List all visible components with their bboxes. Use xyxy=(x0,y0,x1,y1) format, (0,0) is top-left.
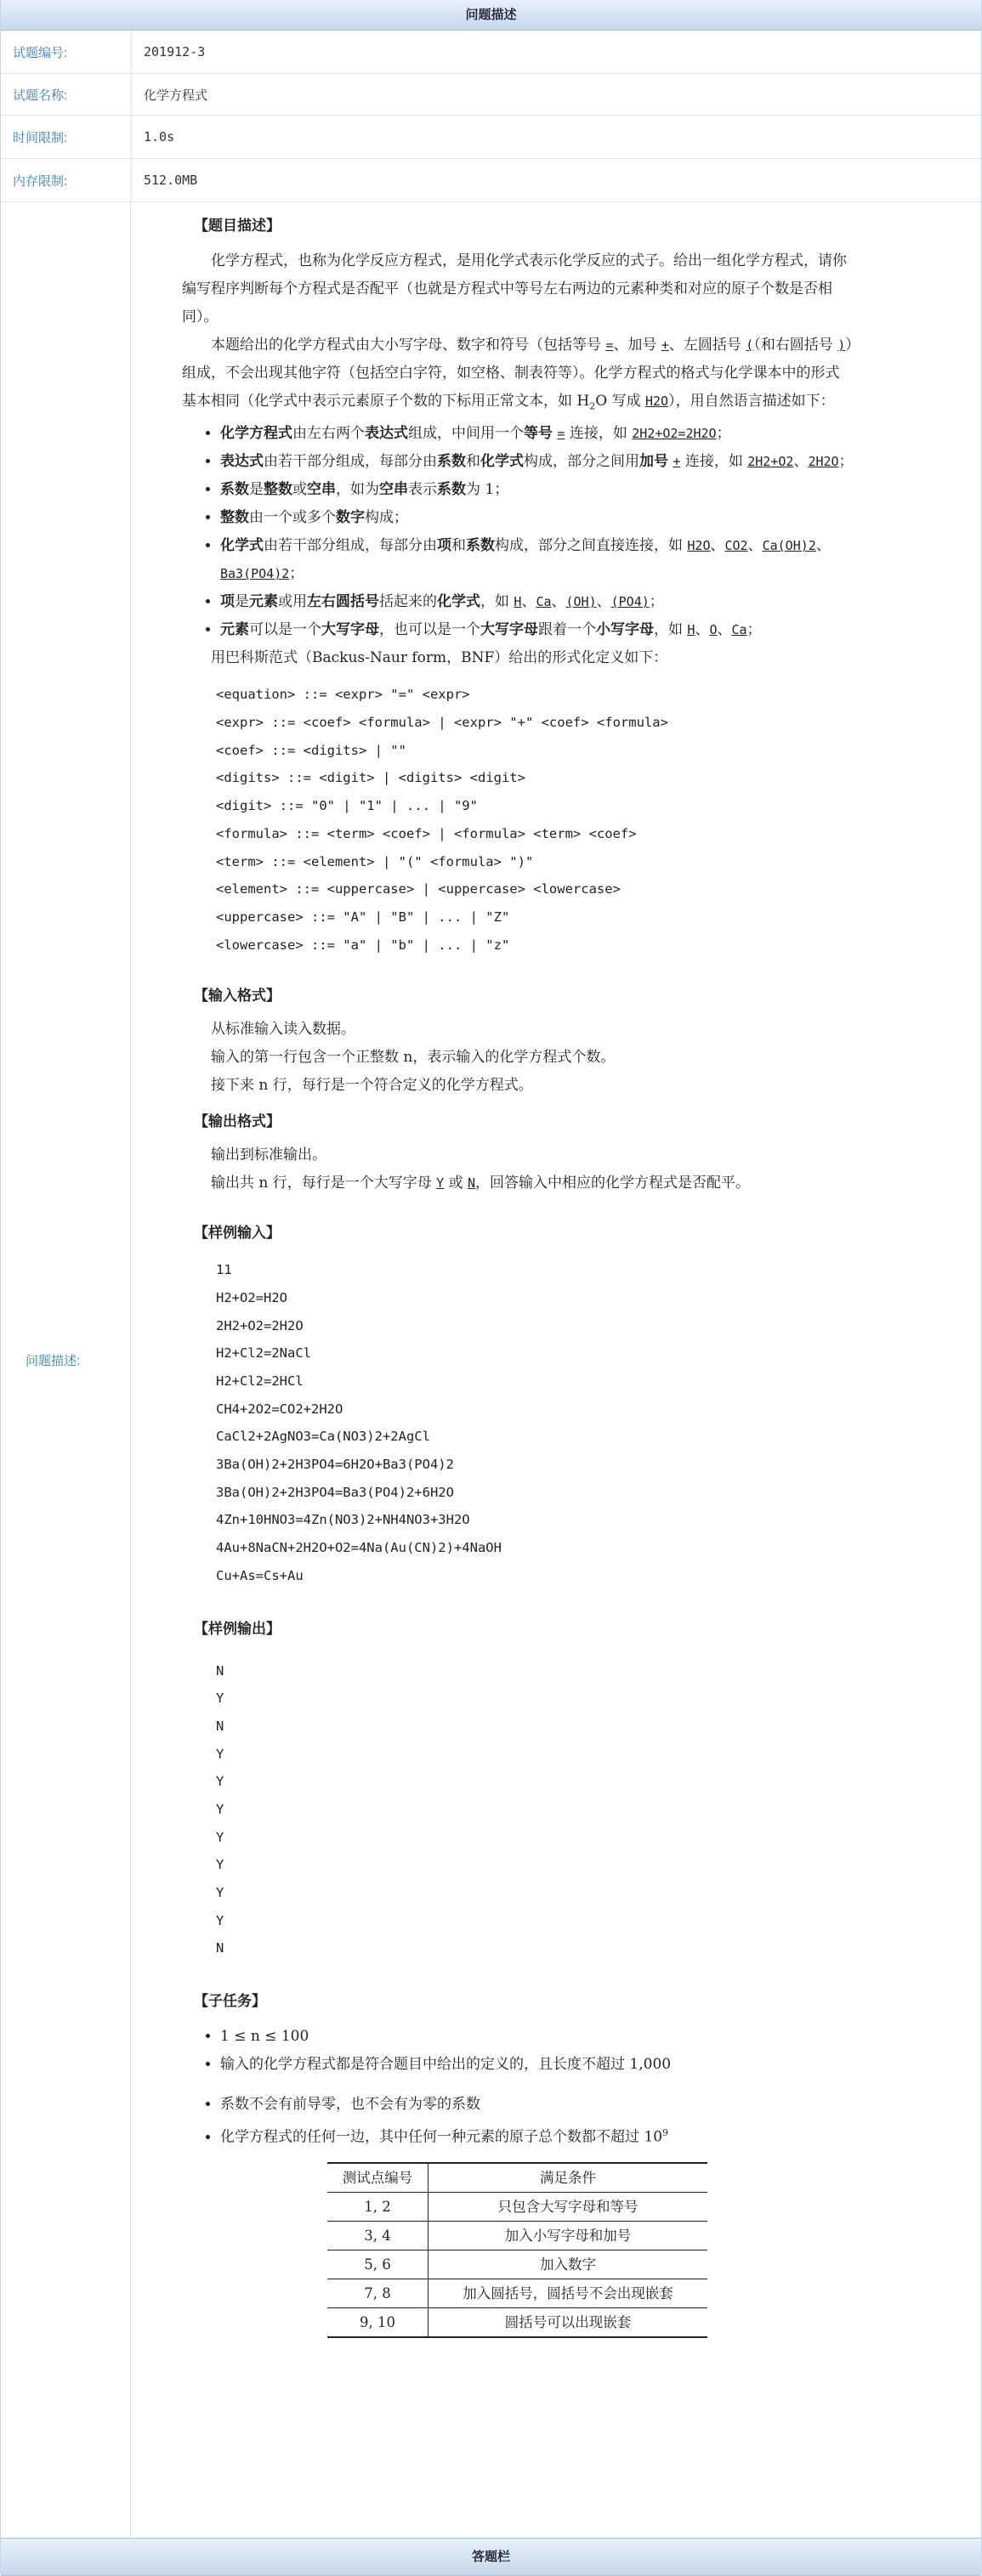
sample-output-line: Y xyxy=(216,1801,224,1817)
list-item: • 表达式由若干部分组成，每部分由系数和化学式构成，部分之间用加号 + 连接，如 2H2+O2、2H2O； xyxy=(220,448,854,476)
sample-input-line: 11 xyxy=(216,1262,232,1278)
list-item: • 化学方程式的任何一边，其中任何一种元素的原子总个数都不超过 $10^9$ xyxy=(220,2119,854,2152)
desc-paragraph-2: 本题给出的化学方程式由大小写字母、数字和符号（包括等号 =、加号 +、左圆括号 (（和右圆括号 )）组成，不会出现其他字符（包括空白字符，如空格、制表符等）。化学方程式的格式与化学课本中的形式基本相同（化学式中表示元素原子个数的下标用正常文本，如 $H_2O$ 写成 H2O），用自然语言描述如下： xyxy=(182,337,853,412)
list-item: • 项是元素或用左右圆括号括起来的化学式，如 H、Ca、(OH)、(PO4)； xyxy=(220,588,854,616)
input-line: 输入的第一行包含一个正整数 n，表示输入的化学方程式个数。 xyxy=(211,1049,616,1067)
table-cell: 加入数字 xyxy=(540,2256,596,2273)
bnf-line: <digits> ::= <digit> | <digits> <digit> xyxy=(216,770,525,786)
info-label: 试题名称: xyxy=(1,74,132,116)
section-title-input: 【输入格式】 xyxy=(194,988,281,1005)
table-cell: 只包含大写字母和等号 xyxy=(497,2198,639,2215)
sample-output-line: N xyxy=(216,1662,224,1679)
list-item: • 化学方程式由左右两个表达式组成，中间用一个等号 = 连接，如 2H2+O2=2H2O； xyxy=(220,420,854,448)
sample-output-line: N xyxy=(216,1718,224,1734)
subtask-list-2 xyxy=(182,2091,854,2152)
list-item: • 1 ≤ n ≤ 100 xyxy=(220,2023,854,2051)
bnf-line: <expr> ::= <coef> <formula> | <expr> "+" <coef> <formula> xyxy=(216,715,668,731)
table-cell: 9, 10 xyxy=(327,2307,429,2337)
table-cell: 7, 8 xyxy=(327,2279,429,2307)
desc-paragraph-1: 化学方程式，也称为化学反应方程式，是用化学式表示化学反应的式子。给出一组化学方程式，请你编写程序判断每个方程式是否配平（也就是方程式中等号左右两边的元素种类和对应的原子个数是否相同）。 xyxy=(182,252,847,326)
table-header: 测试点编号 xyxy=(327,2163,429,2193)
sample-input-line: H2+Cl2=2NaCl xyxy=(216,1345,311,1362)
section-title-output: 【输出格式】 xyxy=(194,1113,281,1131)
table-header-row xyxy=(327,2163,707,2193)
table-cell: 加入小写字母和加号 xyxy=(504,2227,632,2244)
sample-input-line: CH4+2O2=CO2+2H2O xyxy=(216,1401,343,1417)
table-cell: 加入圆括号，圆括号不会出现嵌套 xyxy=(463,2284,673,2301)
sample-input-line: Cu+As=Cs+Au xyxy=(216,1567,304,1583)
info-row-memory xyxy=(1,159,981,202)
list-item: • 输入的化学方程式都是符合题目中给出的定义的，且长度不超过 1,000 xyxy=(220,2051,854,2079)
sample-input-line: 4Zn+10HNO3=4Zn(NO3)2+NH4NO3+3H2O xyxy=(216,1512,470,1528)
info-value: 1.0s xyxy=(132,116,982,159)
input-line: 接下来 n 行，每行是一个符合定义的化学方程式。 xyxy=(211,1077,533,1095)
table-header: 满足条件 xyxy=(540,2169,596,2186)
output-line: 输出共 n 行，每行是一个大写字母 Y 或 N，回答输入中相应的化学方程式是否配平。 xyxy=(211,1175,751,1192)
sample-input-line: 4Au+8NaCN+2H2O+O2=4Na(Au(CN)2)+4NaOH xyxy=(216,1540,502,1556)
bnf-line: <element> ::= <uppercase> | <uppercase> <lowercase> xyxy=(216,881,621,897)
sample-input-line: 3Ba(OH)2+2H3PO4=Ba3(PO4)2+6H2O xyxy=(216,1484,454,1500)
table-row xyxy=(327,2221,707,2250)
input-line: 从标准输入读入数据。 xyxy=(211,1021,355,1039)
section-title-sample-output: 【样例输出】 xyxy=(194,1620,281,1638)
table-cell: 5, 6 xyxy=(327,2250,429,2279)
problem-header: 问题描述 xyxy=(1,0,981,31)
list-item: • 整数由一个或多个数字构成； xyxy=(220,504,854,532)
sample-input-line: 2H2+O2=2H2O xyxy=(216,1317,304,1333)
list-item: • 化学式由若干部分组成，每部分由项和系数构成，部分之间直接连接，如 H2O、CO2、Ca(OH)2、Ba3(PO4)2； xyxy=(220,532,854,588)
bnf-line: <equation> ::= <expr> "=" <expr> xyxy=(216,687,470,703)
info-label: 试题编号: xyxy=(1,31,132,74)
sample-output-line: Y xyxy=(216,1746,224,1762)
info-value: 化学方程式 xyxy=(132,74,982,116)
info-row-name xyxy=(1,74,981,116)
sample-output-line: N xyxy=(216,1940,224,1956)
table-row xyxy=(327,2250,707,2279)
description-row xyxy=(1,202,981,2542)
sample-input-line: H2+O2=H2O xyxy=(216,1289,287,1305)
sample-output-line: Y xyxy=(216,1774,224,1790)
bnf-line: <uppercase> ::= "A" | "B" | ... | "Z" xyxy=(216,909,510,925)
bnf-line: <formula> ::= <term> <coef> | <formula> <term> <coef> xyxy=(216,825,637,841)
output-line: 输出到标准输出。 xyxy=(211,1146,326,1164)
sample-input-line: CaCl2+2AgNO3=Ca(NO3)2+2AgCl xyxy=(216,1429,430,1445)
table-row xyxy=(327,2192,707,2221)
sample-output-line: Y xyxy=(216,1690,224,1707)
bnf-line: <lowercase> ::= "a" | "b" | ... | "z" xyxy=(216,937,510,953)
sample-output-block xyxy=(216,1657,854,1963)
info-label: 内存限制: xyxy=(1,159,132,202)
info-row-id xyxy=(1,31,981,74)
sample-output-line: Y xyxy=(216,1829,224,1845)
table-cell: 1, 2 xyxy=(327,2192,429,2221)
bnf-line: <coef> ::= <digits> | "" xyxy=(216,742,406,758)
sample-output-line: Y xyxy=(216,1885,224,1901)
info-table xyxy=(1,31,981,202)
info-value: 512.0MB xyxy=(132,159,982,202)
sample-input-line: H2+Cl2=2HCl xyxy=(216,1373,304,1390)
section-title-description: 【题目描述】 xyxy=(194,218,281,235)
list-item: • 系数不会有前导零，也不会有为零的系数 xyxy=(220,2091,854,2119)
answer-bar: 答题栏 xyxy=(1,2538,981,2576)
sample-input-block xyxy=(216,1256,854,1589)
subtask-list xyxy=(182,2023,854,2079)
table-row xyxy=(327,2307,707,2337)
info-label: 时间限制: xyxy=(1,116,132,159)
sample-input-line: 3Ba(OH)2+2H3PO4=6H2O+Ba3(PO4)2 xyxy=(216,1457,454,1473)
testpoint-table xyxy=(327,2162,707,2338)
table-row xyxy=(327,2279,707,2307)
bnf-intro: 用巴科斯范式（Backus-Naur form，BNF）给出的形式化定义如下： xyxy=(211,649,668,667)
info-row-time xyxy=(1,116,981,159)
grammar-bullets xyxy=(182,420,854,644)
table-cell: 3, 4 xyxy=(327,2221,429,2250)
bnf-line: <term> ::= <element> | "(" <formula> ")" xyxy=(216,853,534,869)
bnf-line: <digit> ::= "0" | "1" | ... | "9" xyxy=(216,798,478,814)
list-item: • 元素可以是一个大写字母，也可以是一个大写字母跟着一个小写字母，如 H、O、Ca； xyxy=(220,616,854,644)
table-cell: 圆括号可以出现嵌套 xyxy=(504,2313,632,2330)
section-title-sample-input: 【样例输入】 xyxy=(194,1225,281,1243)
info-value: 201912-3 xyxy=(132,31,982,74)
section-title-subtask: 【子任务】 xyxy=(194,1993,266,2011)
description-content xyxy=(182,202,854,2338)
description-label: 问题描述: xyxy=(26,1354,81,1368)
bnf-block xyxy=(216,681,854,959)
list-item: • 系数是整数或空串，如为空串表示系数为 1； xyxy=(220,476,854,504)
sample-output-line: Y xyxy=(216,1912,224,1928)
description-label-cell xyxy=(1,202,131,2541)
sample-output-line: Y xyxy=(216,1857,224,1873)
